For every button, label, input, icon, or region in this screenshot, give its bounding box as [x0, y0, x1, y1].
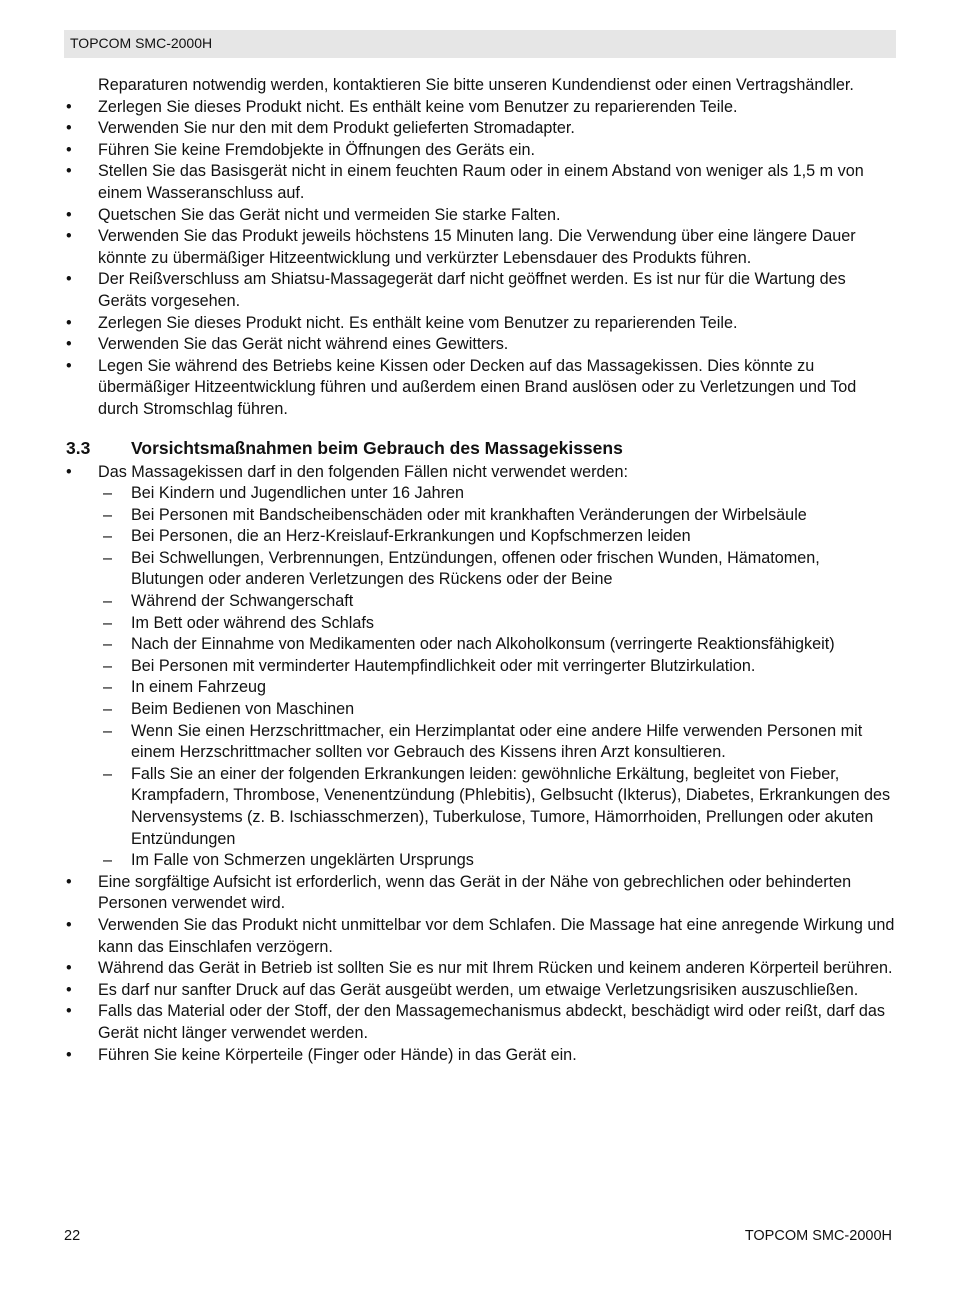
bullet-marker: • [66, 270, 72, 289]
precaution-list [64, 462, 896, 1067]
list-item-text: Zerlegen Sie dieses Produkt nicht. Es enthält keine vom Benutzer zu reparierenden Teile. [98, 97, 738, 116]
list-item [64, 872, 896, 915]
list-item [64, 915, 896, 958]
dash-marker: – [103, 656, 113, 675]
bullet-marker: • [66, 162, 72, 181]
list-item-text: Während der Schwangerschaft [131, 592, 354, 611]
list-item-text: Falls Sie an einer der folgenden Erkrankungen leiden: gewöhnliche Erkältung, begleitet von Fieber, Krampfadern, Thrombose, Venenentzündung (Phlebitis), Gelbsucht (Ikterus), Diabetes, Erkrankungen des Nervensystems (z. B. Ischiasschmerzen), Tuberkulose, Tumore, Hämorrhoiden, Prellungen oder akuten Entzündungen [131, 764, 891, 848]
bullet-marker: • [66, 1045, 72, 1064]
list-item [98, 721, 896, 764]
list-item [64, 118, 896, 140]
list-item-text: Im Bett oder während des Schlafs [131, 613, 374, 632]
bullet-marker: • [66, 872, 72, 891]
section-heading [64, 437, 896, 459]
list-item [64, 205, 896, 227]
list-item-text: Der Reißverschluss am Shiatsu-Massagegerät darf nicht geöffnet werden. Es ist nur für die Wartung des Geräts vorgesehen. [98, 270, 846, 310]
bullet-marker: • [66, 1002, 72, 1021]
list-item [98, 548, 896, 591]
list-item-text: Das Massagekissen darf in den folgenden Fällen nicht verwendet werden: [98, 462, 628, 481]
list-item-text: Quetschen Sie das Gerät nicht und vermeiden Sie starke Falten. [98, 205, 561, 224]
page-number: 22 [64, 1228, 81, 1244]
bullet-marker: • [66, 140, 72, 159]
list-item [98, 677, 896, 699]
list-item [98, 634, 896, 656]
dash-marker: – [103, 592, 113, 611]
section-number: 3.3 [66, 437, 91, 458]
list-item-text: Bei Schwellungen, Verbrennungen, Entzündungen, offenen oder frischen Wunden, Hämatomen, Blutungen oder anderen Verletzungen des Rückens oder der Beine [131, 548, 820, 589]
bullet-marker: • [66, 227, 72, 246]
list-item-text: Führen Sie keine Körperteile (Finger oder Hände) in das Gerät ein. [98, 1045, 577, 1064]
list-item [98, 850, 896, 872]
list-item-text: Nach der Einnahme von Medikamenten oder nach Alkoholkonsum (verringerte Reaktionsfähigkeit) [131, 635, 835, 654]
list-item-text: Legen Sie während des Betriebs keine Kissen oder Decken auf das Massagekissen. Dies könnte zu übermäßiger Hitzeentwicklung führen und außerdem einen Brand auslösen oder zu Verletzungen und Tod durch Stromschlag führen. [98, 356, 857, 418]
list-item [64, 97, 896, 119]
list-item [64, 1001, 896, 1044]
list-item [98, 613, 896, 635]
list-item [64, 226, 896, 269]
dash-marker: – [103, 764, 113, 783]
list-item [64, 313, 896, 335]
list-item [98, 483, 896, 505]
list-item [64, 958, 896, 980]
list-item [64, 462, 896, 872]
list-item-text: Wenn Sie einen Herzschrittmacher, ein Herzimplantat oder eine andere Hilfe verwenden Personen mit einem Herzschrittmacher sollten vor Gebrauch des Kissens ihren Arzt konsultieren. [131, 721, 863, 762]
list-item-text: Stellen Sie das Basisgerät nicht in einem feuchten Raum oder in einem Abstand von weniger als 1,5 m von einem Wasseranschluss auf. [98, 162, 864, 202]
safety-list [64, 97, 896, 421]
list-item [64, 269, 896, 312]
list-item-text: Im Falle von Schmerzen ungeklärten Ursprungs [131, 851, 474, 870]
list-item-text: Es darf nur sanfter Druck auf das Gerät ausgeübt werden, um etwaige Verletzungsrisiken auszuschließen. [98, 980, 859, 999]
list-item [98, 526, 896, 548]
list-item-text: Zerlegen Sie dieses Produkt nicht. Es enthält keine vom Benutzer zu reparierenden Teile. [98, 313, 738, 332]
dash-marker: – [103, 700, 113, 719]
section-title: Vorsichtsmaßnahmen beim Gebrauch des Massagekissens [131, 437, 623, 458]
dash-marker: – [103, 484, 113, 503]
list-item [98, 656, 896, 678]
bullet-marker: • [66, 313, 72, 332]
bullet-marker: • [66, 205, 72, 224]
list-item-text: Verwenden Sie das Produkt jeweils höchstens 15 Minuten lang. Die Verwendung über eine längere Dauer könnte zu übermäßiger Hitzeentwicklung und verkürzter Lebensdauer des Produkts führen. [98, 227, 856, 267]
list-item [98, 764, 896, 850]
dash-marker: – [103, 721, 113, 740]
list-item-text: Verwenden Sie nur den mit dem Produkt gelieferten Stromadapter. [98, 119, 575, 138]
list-item [98, 505, 896, 527]
list-item [98, 699, 896, 721]
bullet-marker: • [66, 462, 72, 481]
dash-marker: – [103, 678, 113, 697]
list-item-text: In einem Fahrzeug [131, 678, 266, 697]
list-item-text: Während das Gerät in Betrieb ist sollten Sie es nur mit Ihrem Rücken und keinem anderen Körperteil berühren. [98, 959, 893, 978]
list-item-text: Bei Personen mit verminderter Hautempfindlichkeit oder mit verringerter Blutzirkulation. [131, 656, 756, 675]
bullet-marker: • [66, 97, 72, 116]
dash-marker: – [103, 527, 113, 546]
list-item [64, 334, 896, 356]
list-item [64, 980, 896, 1002]
page-header [64, 30, 896, 58]
list-item-text: Führen Sie keine Fremdobjekte in Öffnungen des Geräts ein. [98, 140, 536, 159]
page-content [64, 75, 896, 1066]
footer-title: TOPCOM SMC-2000H [744, 1228, 892, 1244]
contraindication-list [98, 483, 896, 872]
list-item [64, 161, 896, 204]
bullet-marker: • [66, 335, 72, 354]
dash-marker: – [103, 851, 113, 870]
list-item-text: Eine sorgfältige Aufsicht ist erforderlich, wenn das Gerät in der Nähe von gebrechlichen oder behinderten Personen verwendet wird. [98, 872, 852, 913]
continuation-text: Reparaturen notwendig werden, kontaktieren Sie bitte unseren Kundendienst oder einen Vertragshändler. [98, 76, 854, 94]
bullet-marker: • [66, 356, 72, 375]
list-item [98, 591, 896, 613]
list-item-text: Bei Personen mit Bandscheibenschäden oder mit krankhaften Veränderungen der Wirbelsäule [131, 505, 807, 524]
bullet-marker: • [66, 980, 72, 999]
dash-marker: – [103, 635, 113, 654]
list-item [64, 1045, 896, 1067]
list-item [64, 140, 896, 162]
list-item [64, 356, 896, 421]
dash-marker: – [103, 548, 113, 567]
dash-marker: – [103, 505, 113, 524]
list-item-text: Verwenden Sie das Gerät nicht während eines Gewitters. [98, 335, 509, 354]
list-item-text: Falls das Material oder der Stoff, der den Massagemechanismus abdeckt, beschädigt wird oder reißt, darf das Gerät nicht länger verwendet werden. [98, 1002, 885, 1042]
list-item-text: Beim Bedienen von Maschinen [131, 700, 355, 719]
bullet-marker: • [66, 119, 72, 138]
bullet-marker: • [66, 959, 72, 978]
list-item-text: Verwenden Sie das Produkt nicht unmittelbar vor dem Schlafen. Die Massage hat eine anregende Wirkung und kann das Einschlafen verzögern. [98, 915, 895, 956]
list-item-text: Bei Personen, die an Herz-Kreislauf-Erkrankungen und Kopfschmerzen leiden [131, 527, 691, 546]
header-title: TOPCOM SMC-2000H [70, 35, 213, 51]
list-item-text: Bei Kindern und Jugendlichen unter 16 Jahren [131, 484, 464, 503]
dash-marker: – [103, 613, 113, 632]
bullet-marker: • [66, 915, 72, 934]
